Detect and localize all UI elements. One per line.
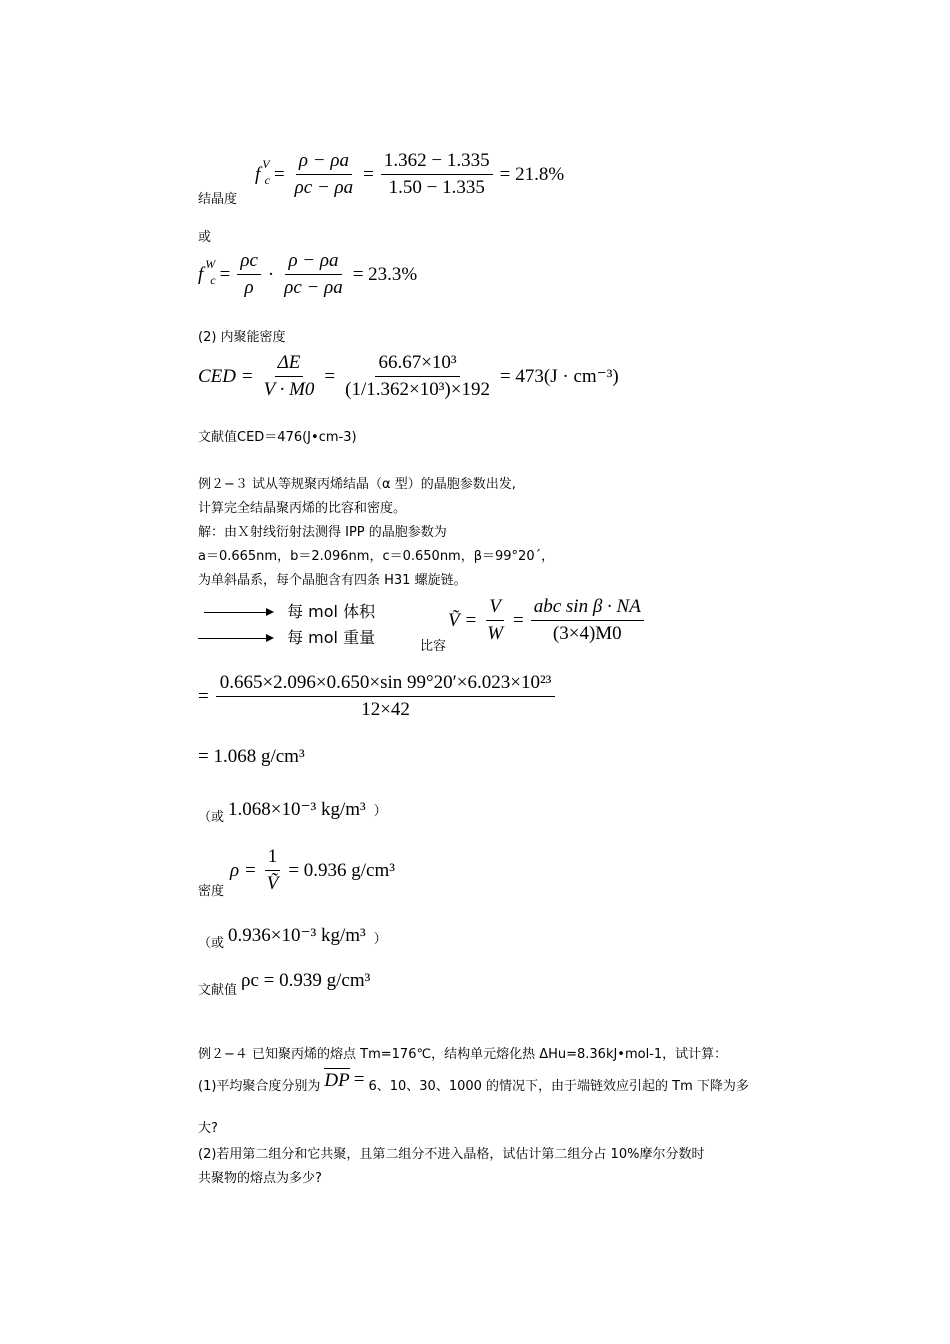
example-2-4-line: [198, 1068, 749, 1092]
fraction-1: [261, 352, 318, 401]
fraction-a: [237, 250, 261, 299]
fraction-denominator: Ṽ: [266, 873, 279, 894]
example-2-4-line: 共聚物的熔点为多少?: [198, 1171, 322, 1186]
equals: =: [273, 163, 285, 185]
fraction-denominator: (1/1.362×10³)×192: [345, 379, 490, 400]
f-symbol: f: [255, 163, 261, 185]
formula-result: = 473(J · cm⁻³): [499, 366, 619, 387]
example-2-4-line: (2)若用第二组分和它共聚，且第二组分不进入晶格，试估计第二组分占 10%摩尔分数时: [198, 1147, 705, 1162]
formula-result: = 23.3%: [352, 263, 418, 285]
fraction-1: [292, 150, 357, 199]
fraction-denominator: ρ: [244, 277, 254, 298]
fraction-numerator: ρc: [237, 250, 261, 275]
f-subscript: c: [264, 173, 270, 187]
paren-close: ）: [373, 803, 387, 819]
line-text: (1)平均聚合度分别为: [198, 1079, 321, 1094]
equals: =: [513, 609, 524, 631]
fraction-2: [381, 150, 493, 199]
specific-volume-label: 比容: [420, 639, 447, 654]
arrow-label: 每 mol 重量: [287, 628, 376, 647]
formula-result: = 21.8%: [499, 163, 565, 185]
equals: =: [353, 1069, 365, 1090]
example-2-3-line: 例２−３ 试从等规聚丙烯结晶（α 型）的晶胞参数出发,: [198, 477, 516, 492]
fraction-numerator: V: [486, 596, 504, 621]
f-superscript: V: [262, 157, 270, 171]
formula-result: = 0.936 g/cm³: [288, 859, 395, 881]
density-alt-unit: [198, 924, 387, 951]
paren-open: （或: [198, 809, 225, 825]
paren-close: ）: [373, 931, 387, 947]
fraction-denominator: ρc − ρa: [284, 277, 343, 298]
alt-value: 0.936×10⁻³ kg/m³: [228, 925, 366, 946]
dot-operator: ·: [267, 263, 275, 285]
fraction-denominator: W: [487, 623, 504, 644]
specific-volume-calculation: [198, 672, 558, 721]
fraction-big: [216, 672, 556, 721]
ced-lhs: CED =: [198, 365, 254, 387]
v-lhs: Ṽ =: [448, 609, 478, 631]
example-2-4-line: 例２−４ 已知聚丙烯的熔点 Tm=176℃，结构单元熔化热 ΔHu=8.36kJ•mol-1，试计算：: [198, 1047, 728, 1062]
f-subscript: c: [210, 273, 216, 287]
arrow-right-icon: [204, 612, 272, 613]
fraction-denominator: V · M0: [263, 379, 315, 400]
fraction-numerator: 66.67×10³: [375, 352, 459, 377]
example-2-4-line: 大?: [198, 1121, 218, 1136]
ced-formula: [198, 352, 619, 401]
line-text: 6、10、30、1000 的情况下，由于端链效应引起的 Tm 下降为多: [368, 1079, 749, 1094]
fraction-denominator: 1.50 − 1.335: [388, 177, 485, 198]
fraction-numerator: 1: [265, 846, 281, 871]
paren-open: （或: [198, 935, 225, 951]
arrow-annotation-weight: [198, 625, 375, 648]
fraction-denominator: (3×4)M0: [552, 623, 622, 644]
example-2-3-line: 计算完全结晶聚丙烯的比容和密度。: [198, 501, 407, 516]
density-label: 密度: [198, 884, 225, 899]
literature-density: [198, 970, 371, 998]
fraction-2: [531, 596, 644, 645]
fraction-1: [484, 596, 506, 645]
section-heading: (2) 内聚能密度: [198, 330, 286, 345]
fraction-numerator: ρ − ρa: [296, 150, 352, 175]
fraction-denominator: ρc − ρa: [294, 177, 354, 198]
example-2-3-line: 为单斜晶系，每个晶胞含有四条 H31 螺旋链。: [198, 573, 467, 588]
fraction-density: [264, 846, 282, 895]
literature-value: 文献值CED＝476(J•cm-3): [198, 430, 357, 445]
fraction-numerator: ρ − ρa: [285, 250, 341, 275]
or-label: 或: [198, 230, 212, 245]
equals: =: [363, 163, 374, 185]
fraction-numerator: 0.665×2.096×0.650×sin 99°20′×6.023×10²³: [216, 672, 556, 697]
fraction-2: [342, 352, 493, 401]
equals: =: [198, 685, 209, 707]
equals: =: [324, 365, 336, 387]
fraction-numerator: ΔE: [275, 352, 304, 377]
alt-value: 1.068×10⁻³ kg/m³: [228, 799, 366, 820]
crystallinity-label: 结晶度: [198, 192, 238, 207]
crystallinity-weight-formula: [198, 250, 417, 299]
arrow-label: 每 mol 体积: [287, 602, 376, 621]
dp-symbol: DP: [324, 1070, 350, 1091]
fraction-numerator: 1.362 − 1.335: [381, 150, 493, 175]
specific-volume-result: = 1.068 g/cm³: [198, 746, 305, 767]
fraction-numerator: abc sin β · NA: [531, 596, 644, 621]
specific-volume-alt-unit: [198, 798, 387, 825]
crystallinity-volume-formula: [255, 150, 564, 199]
specific-volume-formula: [448, 596, 647, 645]
f-superscript: W: [205, 257, 216, 271]
f-symbol: f: [198, 263, 204, 285]
example-2-3-line: 解：由Ｘ射线衍射法测得 IPP 的晶胞参数为: [198, 525, 447, 540]
literature-density-value: ρc = 0.939 g/cm³: [241, 970, 371, 991]
rho-lhs: ρ =: [230, 859, 257, 881]
arrow-right-icon: [198, 638, 272, 639]
arrow-annotation-volume: [204, 599, 375, 622]
fraction-b: [281, 250, 346, 299]
example-2-3-line: a＝0.665nm，b＝2.096nm，c＝0.650nm，β＝99°20´，: [198, 549, 555, 564]
fraction-denominator: 12×42: [361, 699, 410, 720]
density-formula: [230, 846, 395, 895]
equals: =: [219, 263, 231, 285]
literature-label: 文献值: [198, 983, 238, 998]
